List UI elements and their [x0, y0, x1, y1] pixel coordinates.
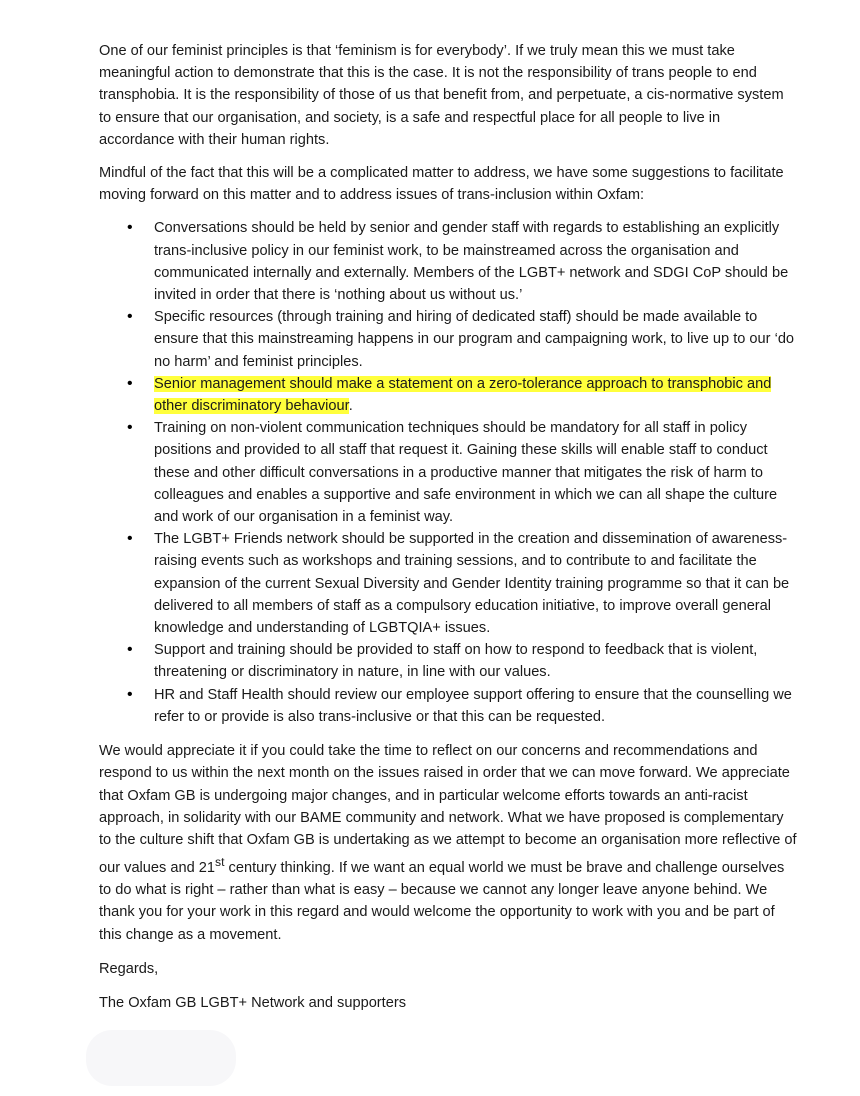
list-item: • Specific resources (through training and hiring of dedicated staff) should be made available to ensure that this mainstreaming happens in our program and campaigning work, to live up to our ‘do no harm’ and feminist principles.	[154, 306, 798, 373]
intro-paragraph: One of our feminist principles is that ‘feminism is for everybody’. If we truly mean this we must take meaningful action to demonstrate that this is the case. It is not the responsibility of trans people to end transphobia. It is the responsibility of those of us that benefit from, and perpetuate, a cis-normative system to ensure that our organisation, and society, is a safe and respectful place for all people to live in accordance with their human rights.	[99, 43, 784, 148]
recommendations-list	[99, 217, 798, 728]
closing-paragraph	[99, 740, 798, 946]
list-item: • Conversations should be held by senior and gender staff with regards to establishing an explicitly trans-inclusive policy in our feminist work, to be mainstreamed across the organisation and communicated internally and externally. Members of the LGBT+ network and SDGI CoP should be invited in order that there is ‘nothing about us without us.’	[154, 217, 798, 306]
list-item: • Training on non-violent communication techniques should be mandatory for all staff in policy positions and provided to all staff that request it. Gaining these skills will enable staff to conduct these and other difficult conversations in a productive manner that mitigates the risk of harm to colleagues and enables a supportive and safe environment in which we can all shape the culture and work of our organisation in a feminist way.	[154, 417, 798, 528]
signature: The Oxfam GB LGBT+ Network and supporters	[99, 994, 406, 1011]
list-item: • The LGBT+ Friends network should be supported in the creation and dissemination of awareness-raising events such as workshops and training sessions, and to contribute to and facilitate the expansion of the current Sexual Diversity and Gender Identity training programme so that it can be delivered to all members of staff as a compulsory education initiative, to improve overall general knowledge and understanding of LGBTQIA+ issues.	[154, 528, 798, 639]
ordinal-suffix: st	[215, 855, 225, 870]
closing-text-start: We would appreciate it if you could take the time to reflect on our concerns and recommendations and respond to us within the next month on the issues raised in order that we can move forward. We appreciate that Oxfam GB is undergoing major changes, and in particular welcome efforts towards an anti-racist approach, in solidarity with our BAME community and network. What we have proposed is complementary to the culture shift that Oxfam GB is undertaking as we attempt to become an organisation more reflective of our values and 21	[99, 743, 797, 876]
list-item: • HR and Staff Health should review our employee support offering to ensure that the counselling we refer to or provide is also trans-inclusive or that this can be requested.	[154, 684, 798, 728]
list-item: • Support and training should be provided to staff on how to respond to feedback that is violent, threatening or discriminatory in nature, in line with our values.	[154, 639, 798, 683]
greeting: Regards,	[99, 960, 159, 977]
list-item	[154, 373, 798, 417]
redacted-area	[86, 1030, 236, 1086]
highlighted-text: Senior management should make a statement on a zero-tolerance approach to transphobic and other discriminatory behaviour	[154, 375, 772, 415]
suggestions-intro-paragraph: Mindful of the fact that this will be a complicated matter to address, we have some suggestions to facilitate moving forward on this matter and to address issues of trans-inclusion within Oxfam:	[99, 165, 784, 204]
closing-text-end: century thinking. If we want an equal world we must be brave and challenge ourselves to do what is right – rather than what is easy – because we cannot any longer leave anyone behind. We thank you for your work in this regard and would welcome the opportunity to work with you and be part of this change as a movement.	[99, 859, 785, 943]
list-item-tail: .	[348, 398, 353, 415]
